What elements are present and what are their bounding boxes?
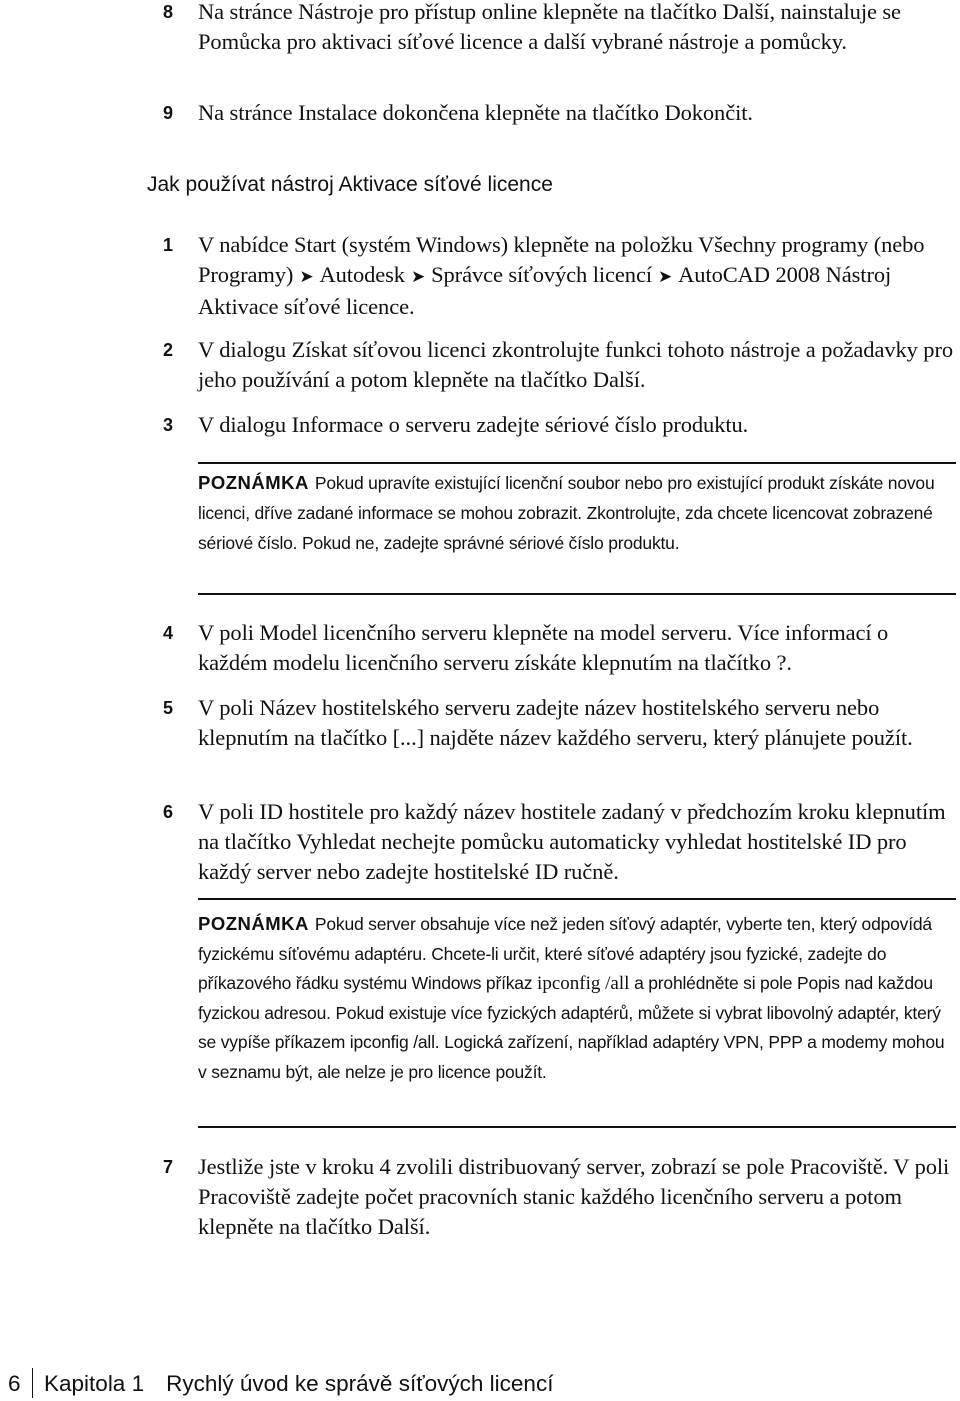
step-text: V poli Model licenčního serveru klepněte na model serveru. Více informací o každém modelu licenčního serveru získáte klepnutím na tlačítko ?. (198, 620, 889, 675)
step-number: 6 (163, 802, 174, 822)
step-number: 5 (163, 698, 174, 718)
menu-arrow-icon: ➤ (410, 267, 426, 286)
menu-arrow-icon: ➤ (299, 267, 314, 286)
step-text-end: AutoCAD 2008 Nástroj Aktivace síťové licence. (198, 262, 892, 319)
step-text: V poli ID hostitele pro každý název hostitele zadaný v předchozím kroku klepnutím na tlačítko Vyhledat nechejte pomůcku automaticky vyhledat hostitelské ID pro každý server nebo zadejte hostitelské ID ručně. (198, 799, 946, 884)
note-body-start: Pokud server obsahuje více než jeden síťový adaptér, vyberte ten, který odpovídá fyzickému síťovému adaptéru. Chcete-li určit, které síťové adaptéry jsou fyzické, zadejte do příkazového řádku systému Windows příkaz (198, 914, 932, 993)
step-number: 2 (163, 340, 174, 360)
note-label: POZNÁMKA (198, 472, 309, 493)
note-body-end: a prohlédněte si pole Popis nad každou fyzickou adresou. Pokud existuje více fyzických adaptérů, můžete si vybrat libovolný adaptér, který se vypíše příkazem ipconfig /all. Logická zařízení, například adaptéry VPN, PPP a modemy mohou v seznamu být, ale nelze je pro licence použít. (198, 973, 945, 1082)
note-box (198, 462, 956, 595)
footer-divider (32, 1368, 34, 1398)
note-box (198, 898, 956, 1128)
step-text: V dialogu Získat síťovou licenci zkontrolujte funkci tohoto nástroje a požadavky pro jeho používání a potom klepněte na tlačítko Další. (198, 337, 953, 392)
step-text: Jestliže jste v kroku 4 zvolili distribuovaný server, zobrazí se pole Pracoviště. V poli Pracoviště zadejte počet pracovních stanic každého licenčního serveru a potom klepněte na tlačítko Další. (198, 1154, 950, 1239)
note-label: POZNÁMKA (198, 913, 309, 934)
menu-item-license-manager: Správce síťových licencí (431, 262, 652, 287)
section-heading: Jak používat nástroj Aktivace síťové licence (147, 173, 553, 196)
step-number: 1 (163, 235, 174, 255)
page-footer (8, 1368, 948, 1400)
note-text (198, 464, 956, 558)
page-number: 6 (8, 1371, 21, 1396)
note-body: Pokud upravíte existující licenční soubor nebo pro existující produkt získáte novou licenci, dříve zadané informace se mohou zobrazit. Zkontrolujte, zda chcete licencovat zobrazené sériové číslo. Pokud ne, zadejte správné sériové číslo produktu. (198, 473, 935, 553)
note-text (198, 900, 956, 1087)
step-text-start: V nabídce Start (systém Windows) klepněte na položku Všechny programy (nebo Programy) (198, 232, 925, 287)
chapter-title: Rychlý úvod ke správě síťových licencí (166, 1371, 554, 1396)
step-text: V poli Název hostitelského serveru zadejte název hostitelského serveru nebo klepnutím na tlačítko [...] najděte název každého serveru, který plánujete použít. (198, 695, 913, 750)
step-text: V dialogu Informace o serveru zadejte sériové číslo produktu. (198, 412, 749, 437)
chapter-label: Kapitola 1 (44, 1371, 145, 1396)
menu-arrow-icon: ➤ (658, 267, 673, 286)
step-text: Na stránce Nástroje pro přístup online klepněte na tlačítko Další, nainstaluje se Pomůcka pro aktivaci síťové licence a další vybrané nástroje a pomůcky. (198, 0, 901, 54)
note-command: ipconfig /all (537, 973, 630, 994)
menu-item-autodesk: Autodesk (319, 262, 405, 287)
step-number: 9 (163, 103, 174, 123)
step-number: 8 (163, 2, 174, 22)
step-number: 4 (163, 623, 174, 643)
step-text (198, 230, 958, 322)
step-number: 7 (163, 1157, 174, 1177)
step-number: 3 (163, 415, 174, 435)
step-text: Na stránce Instalace dokončena klepněte na tlačítko Dokončit. (198, 100, 753, 125)
